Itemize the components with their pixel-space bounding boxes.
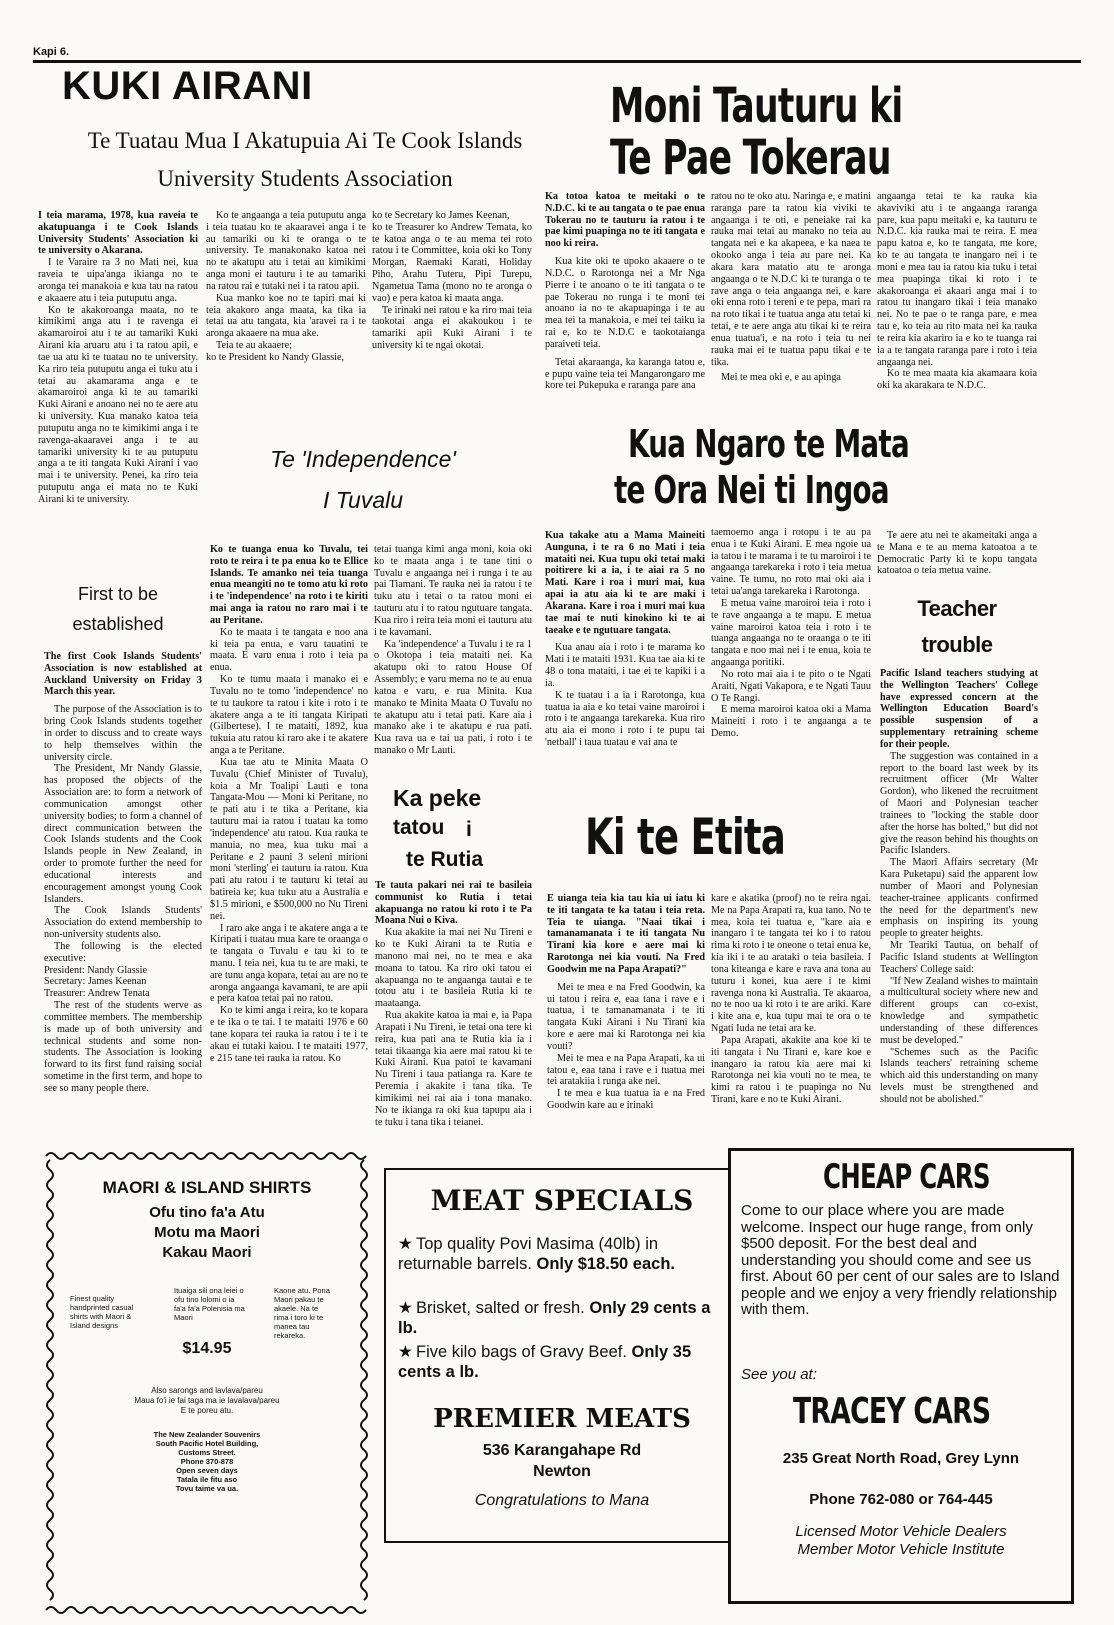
page-number: Kapi 6. [33,46,70,58]
shirts-address-2: South Pacific Hotel Building, [155,1439,259,1448]
section-title: KUKI AIRANI [62,64,313,108]
tuvalu-headline-1: Te 'Independence' [270,446,456,472]
ngaro-headline-1: Kua Ngaro te Mata [628,422,909,466]
moni-column-3 [877,191,1037,421]
teacher-headline-2: trouble [921,632,993,657]
tuvalu-paragraph: Ko te tumu maata i manako ei e Tuvalu no te tomo 'independence' no te tu taukore ta ratou i kite i roto i te akatere anga a te iti tangata Kiripati (Gilbertese). I te mataiti, 1892, kua tukuia atu ratou ki raro ake i te akatere anga a te Peritane. [210,674,368,757]
meat-item-3-desc: Five kilo bags of Gravy Beef. [416,1343,632,1361]
shirts-also-1: Also sarongs and lavlava/pareu [151,1386,263,1395]
etita-headline: Ki te Etita [585,808,786,866]
meat-address-2: Newton [533,1463,591,1480]
tuvalu-column-1 [210,544,368,1140]
kuki-lead-paragraph: I teia marama, 1978, kua raveia te akatupuanga i te Cook Islands University Students' Association ki te university o Akarana. [38,210,198,257]
exec-treasurer: Treasurer: Andrew Tenata [44,988,150,1000]
cars-footer-1: Licensed Motor Vehicle Dealers [795,1523,1007,1540]
teacher-paragraph: The Maori Affairs secretary (Mr Kara Puketapu) said the apparent low number of Maori and Polynesian teacher-trainee applicants confirmed the need for the department's new emphasis on inspiring its young people to greater heights. [880,857,1038,940]
meat-item-3-price: Only 35 cents a lb. [398,1343,692,1382]
ngaro-paragraph: No roto mai aia i te pito o te Ngati Araiti, Ngati Vakapora, e te Ngati Tauu O Te Rangi. [711,668,871,704]
tuvalu-paragraph: Ko te maata i te tangata e noo ana ki teia pa enua, e varu tauatini te maata. E varu enua i roto i teia pa enua. [210,626,368,674]
top-rule [33,60,1081,63]
moni-paragraph: ratou no te oko atu. Naringa e, e matini raranga pare ta ratou kia viviki te angaanga i te oti, e peneiake rai ka rauka mai tetai au manako no teia au tangata nei e ka akapeea, e ka naea te okooko anga i teia au pare nei. Ka akara kara matatio atu te aronga angaanga o te N.D.C ki te turanga o te rave anga o teia angaanga nei, e kare oki enna roto i tereni e te pepa, mari ra na roto tikai i te tuatua anga atu tetai ki tetai, e te aere anga atu tikai ki te reira enua tuatua'i, e na roto i teia tu nei rauka mai ei te tuatua papu tikai e te tika. [711,191,871,368]
shirts-samoan: Ituaiga sili ona leiei o ofu tino lolomi o ia fa'a fa'a Polenisia ma Maori [174,1286,245,1322]
kuki-paragraph: Teia te au akaaere; [216,340,292,352]
kuki-paragraph: Ko te akakoroanga maata, no te kimikimi anga atu i te ravenga ei akamaroiroi atu i te au tamariki Kuki Airani kia aruaru atu i ta ratou apii, e tae ua atu ki te tuatau no te university. Ka riro teia putuputu anga ei tuku atu i tetai au akamarama anga e te akamaroiroi anga ki te au tamariki Kuki Airani e anoano nei no te aere atu ki university. Kua manako katoa teia putuputu anga no te kimikimi anga i te ravenga-akaaravei anga i te au tamariki university ki te au putuputu anga a te iti tangata Kuki Airani i vao mai i te university. Penei, ka riro teia putuputu anga ei mata no te Kuki Airani ki te university. [38,304,198,505]
meat-ad [384,1168,740,1543]
etita-paragraph: Mei te mea e na Fred Goodwin, ka ui tatou i reira e, eaa tana i rave e i tuatua, i te tamanamanata i te iti tangata Kuki Airani i Nu Tirani kia kore e aere mai ki Rarotonga nei kia vouti? [547,981,705,1052]
meat-item-2 [398,1298,728,1338]
shirts-maori: Kaone atu. Pona Maori pakau te akaele. Na te rima i toro ki te manea tau rekareka. [274,1286,330,1340]
kuki-column-2 [206,210,366,440]
moni-paragraph: angaanga tetai te ka rauka kia akaviviki atu i te angaanga raranga pare, kua papu meitaki e, ka tauturu te N.D.C. kia rauka mai te reira. E mea papu katoa e, ko te tangata, me kore, ko te au tangata te inangaro nei i te moni e mea tau ia ratou kia tuku i tetai mea puapinga tikai ki roto i te akakoroanga ei akaari anga mai i to ratou tu inangaro tikai i teia manako nei. No te pae o te ranga pare, e mea tau e, ko teia au rito mata nei ka rauka te reira kia akariro ia e ko te tuanga rai ia a te tangata raranga pare i roto i teia angaanga nei. [877,191,1037,368]
kuki-paragraph: Te irinaki nei ratou e ka riro mai teia taokotai anga ei akakoukou i te tamariki apii Kuki Airani i te university ki te ngai okotai. [372,304,532,352]
shirts-line-3: Kakau Maori [162,1244,252,1261]
moni-column-1 [545,191,705,421]
shirts-address-1: The New Zealander Souvenirs [153,1430,261,1439]
etita-paragraph: Mei te mea e na Papa Arapati, ka ui tatou e, eaa tana i rave e i tuatua mei tei aratakiia i runga ake nei. [547,1052,705,1088]
shirts-title: MAORI & ISLAND SHIRTS [102,1178,312,1197]
english-subhead-1: First to be [77,584,159,604]
meat-item-2-desc: Brisket, salted or fresh. [416,1299,590,1317]
kuki-paragraph: Kua manko koe no te tapiri mai ki teia akakoro anga maata, ka tika ia tetai ua atu tangata, kia 'aravei ra i te aronga akaaere na mua ake. [206,292,366,340]
star-icon: ★ [398,1235,413,1253]
shirts-line-1: Ofu tino fa'a Atu [149,1204,265,1221]
ngaro-paragraph: E metua vaine maroiroi teia i roto i te rave angaanga a te mapu. E metua vaine maroiroi katoa teia i roto i te tuanga angaanga no te oraanga o te iti tangata e noo mai nei i te enua, koia te angaanga poritiki. [711,597,871,669]
rutia-lead: Te tauta pakari nei rai te basileia communist ko Rutia i tetai akapuanga no ratou ki roto i te Pa Moana Nui o Kiva. [375,880,532,927]
tuvalu-column-2 [374,544,532,776]
rutia-headline-1: Ka peke [393,785,482,811]
cars-body: Come to our place where you are made welcome. Inspect our huge range, from only $500 deposit. For the best deal and understanding you should come and see us first. About 60 per cent of our sales are to Island people and we enjoy a very friendly relationship with them. [741,1202,1060,1318]
tuvalu-paragraph: I raro ake anga i te akatere anga a te Kiripati i tuatau mua kare te oraanga o te tangata o Tuvalu e tau ki to te manu. I teia nei, kua tu te are maki, te are tunu anga kopara, tetai au are no te aronga angaanga kavamani, te are apii e pera katoa tetai pai no ratou. [210,922,368,1005]
teacher-column [880,668,1038,1150]
moni-headline-2: Te Pae Tokerau [610,130,891,186]
etita-paragraph: I te mea e kua tuatua ia e na Fred Goodwin kare au e irinaki [547,1088,705,1112]
cars-address: 235 Great North Road, Grey Lynn [782,1450,1020,1467]
etita-column-1 [547,893,705,1143]
meat-item-1-price: Only $18.50 each. [536,1255,676,1274]
etita-lead: E uianga teia kia tau kia ui iatu ki te iti tangata te ka tatau i teia reta. Teia te uianga. "Naai tikai i tamanamanata i te iti tangata Nu Tirani kia kore e aere mai ki Rarotonga nei kia vouti. Na Fred Goodwin me na Papa Arapati?" [547,893,705,975]
ngaro-column-3 [877,530,1037,590]
ngaro-lead: Kua takake atu a Mama Maineiti Aunguna, i te ra 6 no Mati i teia mataiti nei. Kua tupu oki tetai maki poitirere ki a ia, i te aiai ra 5 no Mati. Kare i roa i muri mai, kua apai ia atu aia ki te are maki i Akarana. Kare i roa i muri mai kua tae mai te nuti kinokino ki te ai taeake e te ngutuare tangata. [545,530,705,636]
ngaro-paragraph: E mema maroiroi katoa oki a Mama Maineiti i roto i te angaanga a te Demo. [711,704,871,740]
rutia-headline-3: i [466,818,472,841]
moni-paragraph: Tetai akaraanga, ka karanga tatou e, e pupu vaine teia tei Mangarongaro me kore tei Pukepuka e raranga pare ana [545,356,705,392]
meat-congrats: Congratulations to Mana [474,1492,650,1509]
teacher-paragraph: "If New Zealand wishes to maintain a multicultural society where new and different groups can co-exist, knowledge and sympathetic understanding of these differences must be developed." [880,975,1038,1046]
tuvalu-paragraph: Ko te kimi anga i reira, ko te kopara e te ika o te tai. I te mataiti 1976 e 60 tane kopara tei rauka ia ratou i te i te akau ei tutaki kaiou. I te mataiti 1977, e 215 tane tei rauka ia ratou. Ko [210,1005,368,1064]
cars-ad [728,1148,1074,1604]
tuvalu-paragraph: Kua tae atu te Minita Maata O Tuvalu (Chief Minister of Tuvalu), koia a Mr Toalipi Lauti e tona Tangata-Mou — Moni ki Peritane, no te pati atu i te tika a Peritane, kia tauturu mai ia ratou i tuatau ka tomo 'independence' atu ratou. Kua rauka te manuia, no mea, kua tuku mai a Peritane e 2 pauni 3 seleni mirioni moni 'sterling' ei tauturu ia ratou. Kua pati atu ratou i te tauturu ki tetai au batireia ke; kua tuku atu a Australia e $1.5 mirioni, e $500,000 no Nu Tireni nei. [210,756,368,922]
meat-item-3 [398,1342,728,1382]
exec-president: President: Nandy Glassie [44,964,147,976]
rutia-column [375,880,532,1142]
teacher-lead: Pacific Island teachers studying at the Wellington Teachers' College have expressed concern at the Wellington Education Board's possible suspension of a supplementary retraining scheme for their people. [880,668,1038,750]
tuvalu-lead: Ko te tuanga enua ko Tuvalu, tei roto te reira i te pa enua ko te Ellice Islands. Te amanko nei teia tuanga enua meangiti no te tomo atu ki roto i te 'independence' na roto i te kiriti mai anga ia ratou no raro mai i te au Peritane. [210,544,368,626]
shirts-hours-2: Tatala ile fitu aso [176,1475,238,1484]
cars-see-you: See you at: [741,1366,817,1383]
meat-address-1: 536 Karangahape Rd [482,1442,642,1459]
moni-lead: Ka totoa katoa te meitaki o te N.D.C. ki te au tangata o te pae enua Tokerau no te tauturu ia ratou i te pae kimi puapinga no te iti tangata e noo ki reira. [545,191,705,250]
tuvalu-paragraph: tetai tuanga kimi anga moni, koia oki ko te maata anga i te tane tini o Tuvalu e angaanga nei i runga i te au pai Tiamani. Te rauka nei ia ratou i te tuku atu i tetai o ta ratou moni ei tauturu atu i to ratou ngutuare tangata. Kua riro i reira teia moni ei tauturu atu i te kavamani. [374,544,532,638]
shirts-hours-1: Open seven days [176,1466,238,1475]
rutia-headline-2: tatou [393,816,445,839]
shirts-address-3: Customs Street. [178,1448,236,1457]
tuvalu-headline-2: I Tuvalu [322,487,404,513]
shirts-also-3: E te poreu atu. [180,1406,234,1415]
kuki-paragraph: I te Varaire ra 3 no Mati nei, kua raveia te uipa'anga ikianga no te aronga tei manakoia e kua tau na ratou e akaaere atu i teia putuputu anga. [38,257,198,304]
ngaro-column-1 [545,530,705,796]
etita-paragraph: Papa Arapati, akakite ana koe ki te iti tangata i Nu Tirani e, kare koe e inangaro ia ratou kia aere mai ki Rarotonga nei kia vouti no te mea, te kimi ra ratou i te puapinga no Nu Tirani, kare e no te Kuki Airani. [711,1034,871,1106]
meat-shop-name: PREMIER MEATS [433,1404,691,1434]
english-paragraph: The President, Mr Nandy Glassie, has proposed the objects of the Association are: to form a network of communication amongst other university bodies; to form a channel of direct communication between the Cook Islands students and the Cook Islands people in New Zealand, in order to promote further the need for educational interests and encouragement amongst young Cook Islanders. [44,763,202,905]
cars-dealer-name: TRACEY CARS [793,1391,991,1432]
kuki-paragraph: ko te President ko Nandy Glassie, [206,351,345,363]
kuki-headline: Te Tuatau Mua I Akatupuia Ai Te Cook Islands University Students Association [87,128,523,191]
ngaro-column-2 [711,527,871,797]
rutia-headline-4: te Rutia [406,848,484,871]
etita-column-2 [711,893,871,1143]
english-paragraph: The purpose of the Association is to bring Cook Islands students together in order to discuss and to create ways to help themselves within the university circle. [44,704,202,763]
ngaro-paragraph: K te tuatau i a ia i Rarotonga, kua tuatua ia aia e ko tetai vaine maroiroi i roto i te angaanga tarekareka. Kua riro atu aia ei mono i roto i te pupu tai 'netball' i taua tuatau e vai ana te [545,689,705,749]
shirts-price: $14.95 [182,1340,232,1357]
rutia-paragraph: Kua akakite ia mai nei Nu Tireni e ko te Kuki Airani ta te Rutia e manono mai nei, no te mea e aka moana to tatou. Ka riro oki tatou ei akapuanga no te angaanga tautai e te totou atu i te basileia Rutia ki te maataanga. [375,927,532,1010]
english-paragraph: The Cook Islands Students' Association do extend membership to non-university students also. [44,905,202,941]
moni-paragraph: Ko te mea maata kia akamaara koia oki ka akarakara te N.D.C. [877,368,1037,392]
ngaro-paragraph: taemoemo anga i rotopu i te au pa enua i te Kuki Airani. E mea ngoie ua ia tatou i te marama i te tu maroiroi i te angaanga tarekareka i roto i teia metua vaine. Te tumu, no roto mai oki aia i tetai ua'anga tarekareka i Rarotonga. [711,527,871,598]
ngaro-paragraph: Te aere atu nei te akameitaki anga a te Mana e te au mema katoatoa a te Democratic Party ki te kopu tangata katoatoa o teia metua vaine. [877,530,1037,577]
moni-paragraph: Mei te mea oki e, e au apinga [721,372,841,384]
shirts-english: Finest quality handprinted casual shirts with Maori & Island designs [70,1294,134,1330]
teacher-headline-1: Teacher [917,596,997,621]
shirts-also-2: Maua fo'i ie fai taga ma ie lavalava/pareu [134,1396,280,1405]
tuvalu-paragraph: Ka 'independence' a Tuvalu i te ra 1 o Okotopa i teia mataiti nei. Ka akatupu oki to ratou House Of Assembly; e varu mema no te au enua katoa e varu, e rua Minita. Kua manako te Minita Maata O Tuvalu no te akatupu atu i tetai pati. Kare aia i manako ake i te akatupu e rua pati. Kua rava ua e tai ua pati, i roto i te manako o Mr Lauti. [374,638,532,757]
shirts-ad [42,1148,372,1618]
shirts-hours-3: Tovu taime va ua. [175,1484,239,1493]
teacher-paragraph: "Schemes such as the Pacific Islands teachers' retraining scheme which aid this understanding on many levels must be strengthened and should not be abolished." [880,1046,1038,1105]
english-subhead-2: established [72,614,164,634]
moni-column-2 [711,191,871,421]
kuki-column-1 [38,210,198,566]
moni-paragraph: Kua kite oki te upoko akaaere o te N.D.C. o Rarotonga nei a Mr Nga Pierre i te anoano o te iti tangata o te pae Tokerau no runga i te moni tei anoano ia no te akapuapinga i te au mea tei ta manakoia, e mei tei taiku ia rai e, ko te N.D.C e taokotaianga paraiveti teia. [545,256,705,350]
kuki-paragraph: ko te Treasurer ko Andrew Temata, ko te katoa anga o te au mema tei roto ratou i te Committee, koia oki ko Tony Morgan, Raemaki Karati, Holiday Piho, Arahu Tuteru, Pipi Turepu, Ngametua Tama (mono no te aronga o vao) e pera katoa ki maata anga. [372,221,532,304]
meat-item-2-price: Only 29 cents a lb. [398,1299,711,1338]
teacher-paragraph: Mr Teariki Tautua, on behalf of Pacific Island students at Wellington Teachers' College said: [880,940,1038,975]
star-icon: ★ [398,1299,413,1317]
english-paragraph: The rest of the students werve as committee members. The membership is made up of both university and technical students and some non-students. The Association is looking forward to its first fund raising social sometime in the first term, and hope to see so many people there. [44,1000,202,1094]
meat-title: MEAT SPECIALS [430,1184,694,1217]
exec-secretary: Secretary: James Keenan [44,976,147,988]
kuki-column-3 [372,210,532,440]
kuki-paragraph: Ko te angaanga a teia putuputu anga i teia tuatau ko te akaaravei anga i te au tamariki ou ki te oranga o te university. Te manakonako katoa nei no te akatupu atu i tetai au kimikimi anga moni ei tauturu i te au tamariki na ratou rai e tutaki nei i ta ratou apii. [206,210,366,292]
english-paragraph: The following is the elected executive: [44,940,202,964]
ngaro-paragraph: Kua anau aia i roto i te marama ko Mati i te mataiti 1931. Kua tae aia ki te 48 o tona mataiti, i tae ei te kapiki i a ia. [545,642,705,689]
moni-headline-1: Moni Tauturu ki [610,78,903,134]
shirts-line-2: Motu ma Maori [154,1224,260,1241]
teacher-paragraph: The suggestion was contained in a report to the board last week by its recruitment officer (Mr Walter Gordon), who likened the recruitment of Maori and Polynesian teacher trainees to "locking the stable door after the horse has bolted," but did not give the reason behind his thoughts on Pacific Islanders. [880,750,1038,857]
star-icon: ★ [398,1343,413,1361]
cars-phone: Phone 762-080 or 764-445 [809,1491,993,1508]
kuki-paragraph: ko te Secretary ko James Keenan, [372,210,510,221]
english-lead: The first Cook Islands Students' Association is now established at Auckland University on Friday 3 March this year. [44,651,202,698]
rutia-paragraph: Rua akakite katoa ia mai e, ia Papa Arapati i Nu Tireni, ie tetai ona tere ki reira, kua pati ana te Rutia kia ia i tetai tikaanga kia aere mai ratou ki te Kuki Airani. Kua patoi te kavamani Nu Tireni i taua patianga ra. Kare te Peremia i akakite i tana tika. Te kimikimi nei rai aia i tona manako. No te ikianga ra oki kua tapupu aia i te tuku i tana tika i teianei. [375,1010,532,1128]
cars-footer-2: Member Motor Vehicle Institute [797,1541,1005,1558]
etita-paragraph: kare e akatika (proof) no te reira ngai. Me na Papa Arapati ra, kua tano. No te mea, koia tei tuatua e, "kare aia e inangaro i te tangata tei ko i to ratou rima ki roto i te oneone o tetai enua ke, kia iki i te au arataki o teia basileia. I tona kiteanga e kare e rava ana tona au tuturu i konei, kua aere i te kimi ravenga nona ki Australia. Te akaaroa, no te noo ua ki roto i te are ariki. Kare i kite ana e, kua tupu mai te ora o te Ngati Iuda ne tetai ara ke. [711,893,871,1035]
meat-item-1 [398,1234,728,1274]
meat-item-1-desc: Top quality Povi Masima (40lb) in returnable barrels. [398,1235,659,1274]
cars-title: CHEAP CARS [823,1157,990,1197]
shirts-phone: Phone 370-878 [180,1457,234,1466]
ngaro-headline-2: te Ora Nei ti Ingoa [614,468,889,512]
english-column [44,651,202,1151]
